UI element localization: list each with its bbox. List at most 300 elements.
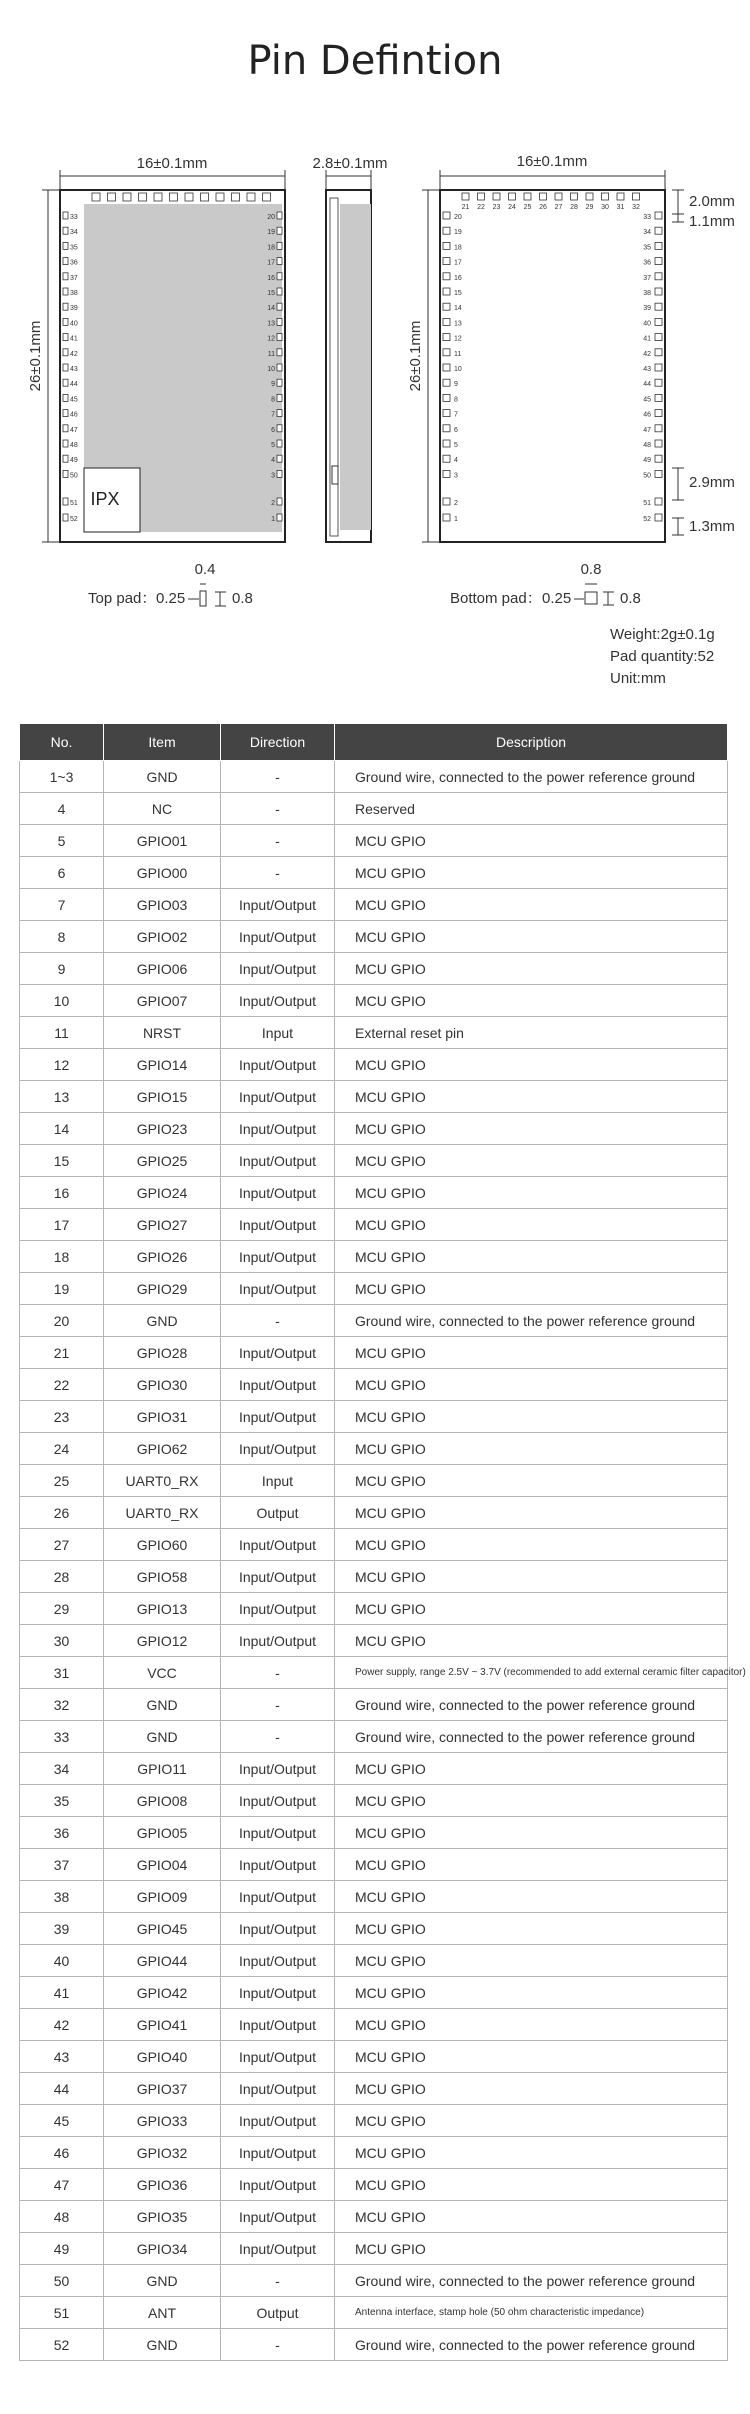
table-row	[20, 1017, 728, 1049]
top-edge-pad	[154, 193, 162, 201]
pin-item: GPIO60	[104, 1529, 221, 1561]
pin-direction: Input/Output	[221, 1977, 335, 2009]
bottom-view-height-label: 26±0.1mm	[407, 320, 424, 392]
pin-label: 6	[271, 426, 275, 434]
pin-label: 24	[508, 204, 516, 211]
pin-description: MCU GPIO	[335, 1497, 728, 1529]
bottom-pad-note	[450, 561, 641, 607]
pin-number: 34	[20, 1753, 104, 1785]
table-row	[20, 2297, 728, 2329]
top-pad-label: Top pad：	[88, 590, 157, 607]
pin-pad	[617, 193, 624, 200]
bottom-pad-pitch: 0.8	[580, 561, 602, 578]
pin-pad	[63, 410, 68, 417]
bottom-view	[422, 170, 684, 542]
table-row	[20, 1753, 728, 1785]
pin-number: 30	[20, 1625, 104, 1657]
pin-label: 2	[271, 500, 275, 507]
pin-number: 16	[20, 1177, 104, 1209]
table-row	[20, 1561, 728, 1593]
pin-label: 4	[271, 457, 275, 465]
table-row	[20, 1593, 728, 1625]
pin-number: 4	[20, 793, 104, 825]
table-row	[20, 1081, 728, 1113]
pin-description: MCU GPIO	[335, 953, 728, 985]
pin-description: MCU GPIO	[335, 2073, 728, 2105]
pin-pad	[655, 242, 662, 249]
pin-label: 26	[539, 204, 547, 211]
top-edge-pad	[108, 193, 116, 201]
pin-description: Ground wire, connected to the power reference ground	[335, 761, 728, 793]
table-row	[20, 1209, 728, 1241]
pin-pad	[443, 364, 450, 371]
pin-pad	[655, 288, 662, 295]
pin-direction: Input/Output	[221, 2201, 335, 2233]
pin-item: GPIO31	[104, 1401, 221, 1433]
pin-direction: Input/Output	[221, 1881, 335, 1913]
pin-description: MCU GPIO	[335, 1049, 728, 1081]
pin-item: GPIO05	[104, 1817, 221, 1849]
pin-label: 34	[643, 229, 651, 237]
table-row	[20, 953, 728, 985]
pin-description: MCU GPIO	[335, 1337, 728, 1369]
pin-item: GPIO03	[104, 889, 221, 921]
pin-pad	[462, 193, 469, 200]
pin-pad	[655, 425, 662, 432]
table-row	[20, 1273, 728, 1305]
pin-label: 45	[70, 396, 78, 404]
pin-description: Ground wire, connected to the power reference ground	[335, 1721, 728, 1753]
pin-item: GPIO09	[104, 1881, 221, 1913]
pin-description: MCU GPIO	[335, 1145, 728, 1177]
pin-pad	[655, 410, 662, 417]
side-view	[326, 170, 371, 542]
pin-pad	[63, 364, 68, 371]
pin-number: 38	[20, 1881, 104, 1913]
pin-number: 45	[20, 2105, 104, 2137]
pin-number: 42	[20, 2009, 104, 2041]
pin-pad	[655, 212, 662, 219]
pin-item: GPIO12	[104, 1625, 221, 1657]
pin-item: GND	[104, 2265, 221, 2297]
pin-direction: Input/Output	[221, 1081, 335, 1113]
pin-direction: Input/Output	[221, 2233, 335, 2265]
pin-item: GND	[104, 2329, 221, 2361]
top-pad-length: 0.8	[232, 590, 253, 607]
pin-pad	[443, 242, 450, 249]
pin-description: External reset pin	[335, 1017, 728, 1049]
pin-pad	[443, 303, 450, 310]
pin-label: 50	[70, 472, 78, 480]
ipx-label: IPX	[90, 489, 120, 509]
table-row	[20, 1145, 728, 1177]
table-row	[20, 1657, 728, 1689]
top-view	[42, 170, 285, 542]
pin-item: GPIO41	[104, 2009, 221, 2041]
pin-description: MCU GPIO	[335, 2041, 728, 2073]
top-edge-pad	[170, 193, 178, 201]
pin-description: MCU GPIO	[335, 1113, 728, 1145]
pin-pad	[493, 193, 500, 200]
pin-pad	[277, 379, 282, 386]
pin-direction: Input/Output	[221, 1433, 335, 1465]
dim-bottom-pitch-label: 1.3mm	[689, 518, 735, 535]
table-row	[20, 1049, 728, 1081]
pin-label: 15	[267, 290, 275, 297]
pin-pad	[63, 498, 68, 505]
pin-direction: Input/Output	[221, 1561, 335, 1593]
pin-pad	[655, 318, 662, 325]
top-edge-pad	[247, 193, 255, 201]
table-row	[20, 889, 728, 921]
top-view-width-label: 16±0.1mm	[136, 155, 208, 172]
pin-pad	[443, 440, 450, 447]
pin-description: Antenna interface, stamp hole (50 ohm characteristic impedance)	[335, 2297, 728, 2329]
pin-label: 18	[454, 244, 462, 252]
table-row	[20, 1529, 728, 1561]
pin-item: GND	[104, 761, 221, 793]
top-edge-pad	[263, 193, 271, 201]
pin-description: Ground wire, connected to the power reference ground	[335, 1305, 728, 1337]
pin-label: 48	[643, 442, 651, 449]
pin-pad	[655, 379, 662, 386]
table-row	[20, 1977, 728, 2009]
pin-number: 20	[20, 1305, 104, 1337]
pin-number: 49	[20, 2233, 104, 2265]
pin-number: 25	[20, 1465, 104, 1497]
pin-description: MCU GPIO	[335, 1785, 728, 1817]
pin-description: MCU GPIO	[335, 2169, 728, 2201]
pin-label: 12	[267, 335, 275, 343]
pin-number: 13	[20, 1081, 104, 1113]
pin-direction: -	[221, 1689, 335, 1721]
table-row	[20, 793, 728, 825]
pin-label: 8	[454, 396, 458, 404]
pin-description: Power supply, range 2.5V ~ 3.7V (recommended to add external ceramic filter capacitor)	[335, 1657, 728, 1689]
pin-pad	[63, 349, 68, 356]
pin-direction: -	[221, 761, 335, 793]
pin-direction: Input/Output	[221, 1209, 335, 1241]
pin-label: 20	[267, 214, 275, 221]
pin-item: GPIO26	[104, 1241, 221, 1273]
pin-label: 5	[454, 442, 458, 449]
pin-number: 9	[20, 953, 104, 985]
table-row	[20, 1785, 728, 1817]
pin-number: 29	[20, 1593, 104, 1625]
pin-number: 33	[20, 1721, 104, 1753]
pin-label: 42	[643, 350, 651, 358]
pin-pad	[443, 394, 450, 401]
pin-description: MCU GPIO	[335, 1401, 728, 1433]
pin-pad	[277, 318, 282, 325]
pin-pad	[63, 303, 68, 310]
pin-pad	[277, 242, 282, 249]
pin-number: 14	[20, 1113, 104, 1145]
pin-number: 22	[20, 1369, 104, 1401]
pin-item: GPIO13	[104, 1593, 221, 1625]
pin-number: 36	[20, 1817, 104, 1849]
pin-label: 16	[454, 274, 462, 282]
pin-pad	[63, 514, 68, 521]
pin-description: MCU GPIO	[335, 825, 728, 857]
pin-direction: -	[221, 2265, 335, 2297]
pin-direction: Input/Output	[221, 953, 335, 985]
pin-number: 41	[20, 1977, 104, 2009]
pin-label: 6	[454, 426, 458, 434]
pin-item: GPIO00	[104, 857, 221, 889]
pin-pad	[540, 193, 547, 200]
pin-description: Ground wire, connected to the power reference ground	[335, 1689, 728, 1721]
pin-label: 37	[70, 274, 78, 282]
pin-direction: Input	[221, 1017, 335, 1049]
pin-description: MCU GPIO	[335, 1977, 728, 2009]
pin-label: 48	[70, 442, 78, 449]
pin-pad	[655, 303, 662, 310]
table-row	[20, 1625, 728, 1657]
pin-direction: -	[221, 825, 335, 857]
pin-pad	[277, 303, 282, 310]
pin-number: 37	[20, 1849, 104, 1881]
pin-item: GND	[104, 1689, 221, 1721]
pin-number: 1~3	[20, 761, 104, 793]
pin-pad	[586, 193, 593, 200]
pin-pad	[277, 212, 282, 219]
table-row	[20, 857, 728, 889]
pin-direction: -	[221, 1305, 335, 1337]
pin-label: 46	[70, 411, 78, 419]
pin-item: ANT	[104, 2297, 221, 2329]
pin-label: 15	[454, 290, 462, 297]
pin-description: MCU GPIO	[335, 1561, 728, 1593]
pin-table	[19, 723, 746, 2361]
pin-item: GPIO29	[104, 1273, 221, 1305]
pin-label: 40	[70, 320, 78, 328]
top-edge-pad	[92, 193, 100, 201]
pin-pad	[443, 227, 450, 234]
pin-pad	[443, 318, 450, 325]
pin-direction: Input/Output	[221, 1945, 335, 1977]
pin-item: GPIO28	[104, 1337, 221, 1369]
dim-pad-pitch-label: 1.1mm	[689, 213, 735, 230]
pin-pad	[277, 498, 282, 505]
pin-pad	[277, 470, 282, 477]
pin-label: 27	[554, 204, 563, 211]
col-header-no: No.	[20, 724, 104, 761]
pin-pad	[655, 227, 662, 234]
pin-label: 49	[643, 457, 651, 465]
table-row	[20, 2201, 728, 2233]
pin-item: GPIO40	[104, 2041, 221, 2073]
pin-pad	[655, 349, 662, 356]
pin-item: UART0_RX	[104, 1497, 221, 1529]
pin-direction: Input/Output	[221, 1849, 335, 1881]
table-row	[20, 2073, 728, 2105]
pin-item: GPIO23	[104, 1113, 221, 1145]
pin-label: 38	[70, 290, 78, 297]
pin-number: 43	[20, 2041, 104, 2073]
pin-pad	[443, 425, 450, 432]
pin-label: 13	[267, 320, 275, 328]
table-row	[20, 1305, 728, 1337]
pin-pad	[655, 470, 662, 477]
pin-label: 17	[454, 259, 462, 267]
pin-number: 35	[20, 1785, 104, 1817]
pin-label: 36	[643, 259, 651, 267]
pin-item: GPIO32	[104, 2137, 221, 2169]
pin-pad	[63, 379, 68, 386]
pin-number: 19	[20, 1273, 104, 1305]
pin-direction: Input/Output	[221, 1241, 335, 1273]
pin-number: 51	[20, 2297, 104, 2329]
pin-label: 5	[271, 442, 275, 449]
pin-direction: Input/Output	[221, 1625, 335, 1657]
pin-label: 39	[70, 305, 78, 313]
table-row	[20, 2169, 728, 2201]
pin-pad	[63, 318, 68, 325]
pin-item: NRST	[104, 1017, 221, 1049]
pin-pad	[633, 193, 640, 200]
table-row	[20, 825, 728, 857]
pin-pad	[277, 273, 282, 280]
pin-description: MCU GPIO	[335, 1209, 728, 1241]
pin-label: 14	[267, 305, 275, 313]
pin-table-body	[20, 761, 746, 2361]
pin-item: GPIO35	[104, 2201, 221, 2233]
pin-label: 43	[643, 366, 651, 373]
pin-direction: Input/Output	[221, 1913, 335, 1945]
pin-pad	[277, 514, 282, 521]
pin-description: MCU GPIO	[335, 1913, 728, 1945]
pin-item: GPIO36	[104, 2169, 221, 2201]
pin-pad	[277, 455, 282, 462]
pin-item: UART0_RX	[104, 1465, 221, 1497]
pin-pad	[443, 258, 450, 265]
pin-item: GPIO37	[104, 2073, 221, 2105]
top-pad-pitch: 0.4	[194, 561, 216, 578]
bottom-view-width-label: 16±0.1mm	[516, 153, 588, 170]
top-edge-pad	[185, 193, 193, 201]
pin-number: 28	[20, 1561, 104, 1593]
pad-quantity-spec: Pad quantity:52	[610, 648, 715, 665]
pin-number: 39	[20, 1913, 104, 1945]
pin-description: MCU GPIO	[335, 1433, 728, 1465]
pin-label: 7	[271, 411, 275, 419]
pin-label: 9	[271, 381, 275, 389]
pin-number: 11	[20, 1017, 104, 1049]
pin-label: 17	[267, 259, 275, 267]
pin-pad	[509, 193, 516, 200]
pin-description: MCU GPIO	[335, 1273, 728, 1305]
pin-pad	[655, 455, 662, 462]
table-row	[20, 1241, 728, 1273]
pin-label: 12	[454, 335, 462, 343]
pin-label: 31	[616, 204, 625, 211]
pin-description: MCU GPIO	[335, 921, 728, 953]
table-row	[20, 1913, 728, 1945]
pin-number: 31	[20, 1657, 104, 1689]
pin-label: 51	[643, 500, 651, 507]
pin-pad	[63, 470, 68, 477]
pin-direction: Input/Output	[221, 1113, 335, 1145]
pin-pad	[524, 193, 531, 200]
pin-label: 44	[70, 381, 78, 389]
pin-direction: Input/Output	[221, 1529, 335, 1561]
pin-pad	[655, 394, 662, 401]
pin-description: MCU GPIO	[335, 1465, 728, 1497]
pin-pad	[655, 514, 662, 521]
col-header-description: Description	[335, 724, 728, 761]
table-row	[20, 1433, 728, 1465]
pin-pad	[655, 273, 662, 280]
pin-description: MCU GPIO	[335, 2201, 728, 2233]
pin-item: GPIO24	[104, 1177, 221, 1209]
pin-label: 44	[643, 381, 651, 389]
bottom-pad-width: 0.25	[542, 590, 572, 607]
pin-description: MCU GPIO	[335, 1529, 728, 1561]
pin-number: 17	[20, 1209, 104, 1241]
pin-pad	[63, 288, 68, 295]
pin-direction: Input/Output	[221, 1369, 335, 1401]
pin-item: GND	[104, 1305, 221, 1337]
pin-item: GPIO25	[104, 1145, 221, 1177]
pin-pad	[63, 455, 68, 462]
pin-number: 8	[20, 921, 104, 953]
pin-label: 40	[643, 320, 651, 328]
pin-description: Reserved	[335, 793, 728, 825]
pin-pad	[655, 334, 662, 341]
pin-label: 2	[454, 500, 458, 507]
pin-number: 52	[20, 2329, 104, 2361]
pin-label: 35	[70, 244, 78, 252]
pin-direction: Input/Output	[221, 1401, 335, 1433]
pin-label: 3	[454, 472, 458, 480]
dim-gap-label: 2.9mm	[689, 474, 735, 491]
pin-description: MCU GPIO	[335, 1593, 728, 1625]
pin-number: 18	[20, 1241, 104, 1273]
pin-label: 22	[477, 204, 485, 211]
pin-label: 41	[643, 335, 651, 343]
pin-direction: Input/Output	[221, 1145, 335, 1177]
pin-direction: Input/Output	[221, 1593, 335, 1625]
pin-label: 33	[643, 214, 651, 221]
pin-pad	[63, 334, 68, 341]
table-row	[20, 1465, 728, 1497]
table-row	[20, 1881, 728, 1913]
pin-description: MCU GPIO	[335, 1753, 728, 1785]
pin-item: NC	[104, 793, 221, 825]
pin-label: 3	[271, 472, 275, 480]
pin-direction: -	[221, 857, 335, 889]
pin-item: GPIO04	[104, 1849, 221, 1881]
pin-description: MCU GPIO	[335, 1945, 728, 1977]
pin-description: MCU GPIO	[335, 1881, 728, 1913]
pin-direction: Input/Output	[221, 2105, 335, 2137]
pin-label: 4	[454, 457, 458, 465]
table-row	[20, 2137, 728, 2169]
weight-spec: Weight:2g±0.1g	[610, 626, 715, 643]
pin-item: GPIO02	[104, 921, 221, 953]
pin-pad	[602, 193, 609, 200]
pin-direction: Input/Output	[221, 1817, 335, 1849]
pin-direction: -	[221, 2329, 335, 2361]
table-row	[20, 2041, 728, 2073]
pin-description: MCU GPIO	[335, 1081, 728, 1113]
pin-description: MCU GPIO	[335, 1369, 728, 1401]
pin-label: 49	[70, 457, 78, 465]
pin-description: MCU GPIO	[335, 2105, 728, 2137]
pin-label: 10	[454, 366, 462, 373]
pin-pad	[277, 410, 282, 417]
